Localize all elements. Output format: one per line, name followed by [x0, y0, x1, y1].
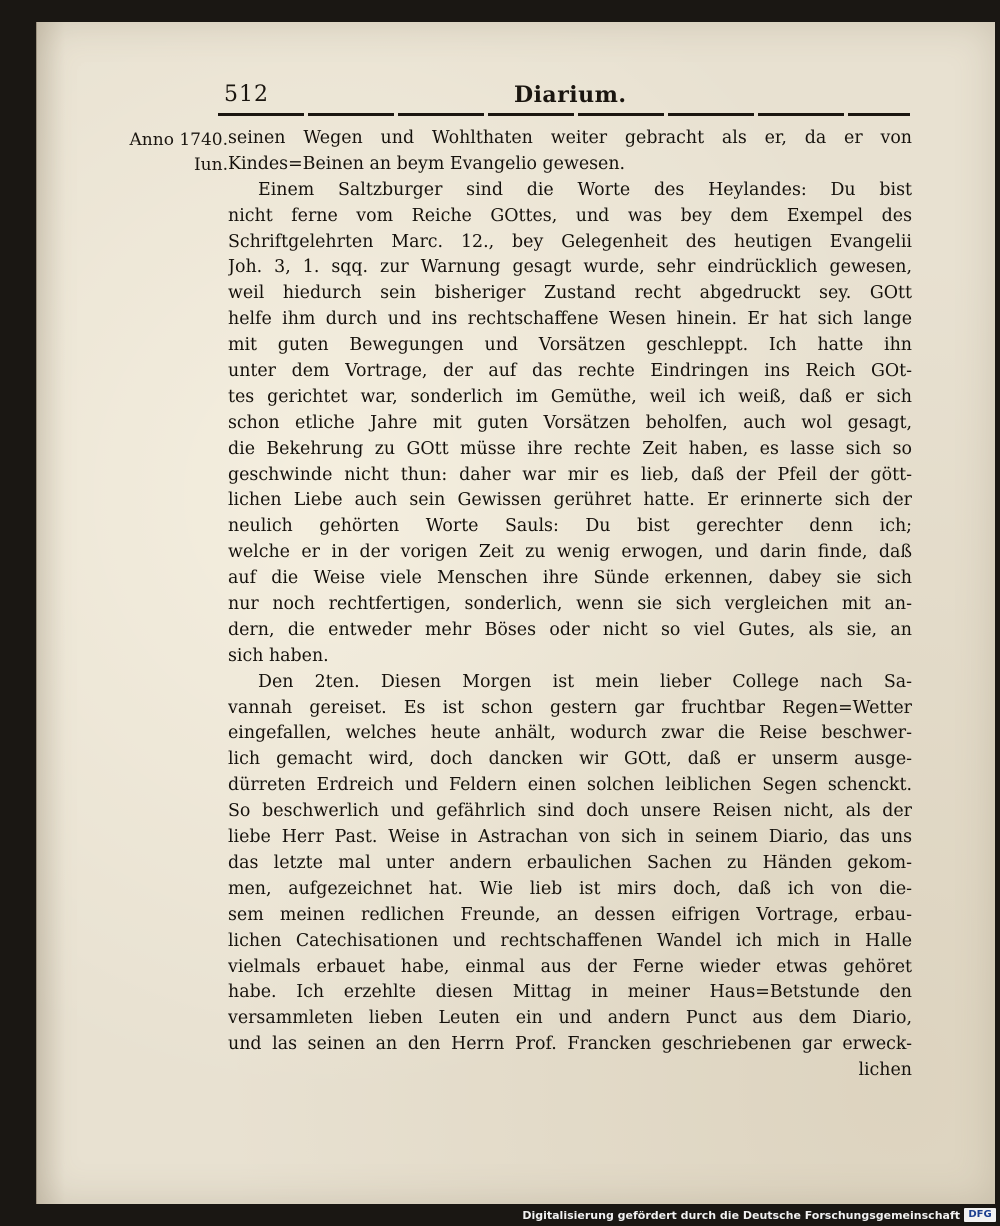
page-header — [224, 82, 910, 112]
text-line: unter dem Vortrage, der auf das rechte Eindringen ins Reich GOt- — [228, 361, 912, 382]
text-line: mit guten Bewegungen und Vorsätzen geschleppt. Ich hatte ihn — [228, 335, 912, 356]
text-line: sem meinen redlichen Freunde, an dessen eifrigen Vortrage, erbau- — [228, 904, 912, 925]
text-line: weil hiedurch sein bisheriger Zustand recht abgedruckt sey. GOtt — [228, 283, 912, 304]
text-line: nur noch rechtfertigen, sonderlich, wenn sie sich vergleichen mit an- — [228, 594, 912, 615]
text-line: welche er in der vorigen Zeit zu wenig erwogen, und darin finde, daß — [228, 542, 912, 563]
text-line: schon etliche Jahre mit guten Vorsätzen beholfen, auch wol gesagt, — [228, 412, 912, 433]
text-line: lichen Liebe auch sein Gewissen gerühret hatte. Er erinnerte sich der — [228, 490, 912, 511]
text-line: neulich gehörten Worte Sauls: Du bist gerechter denn ich; — [228, 516, 912, 537]
text-line: liebe Herr Past. Weise in Astrachan von sich in seinem Diario, das uns — [228, 827, 912, 848]
text-line: dürreten Erdreich und Feldern einen solchen leiblichen Segen schenckt. — [228, 775, 912, 796]
text-line: eingefallen, welches heute anhält, wodurch zwar die Reise beschwer- — [228, 723, 912, 744]
text-line: So beschwerlich und gefährlich sind doch unsere Reisen nicht, als der — [228, 801, 912, 822]
text-line: lichen Catechisationen und rechtschaffenen Wandel ich mich in Halle — [228, 930, 912, 951]
text-line: Den 2ten. Diesen Morgen ist mein lieber College nach Sa- — [258, 671, 912, 692]
text-line: nicht ferne vom Reiche GOttes, und was bey dem Exempel des — [228, 205, 912, 226]
margin-month: Iun. — [193, 155, 228, 175]
catchword: lichen — [858, 1060, 912, 1081]
text-line: versammleten lieben Leuten ein und andern Punct aus dem Diario, — [228, 1008, 912, 1029]
text-line: helfe ihm durch und ins rechtschaffene Wesen hinein. Er hat sich lange — [228, 309, 912, 330]
text-line: men, aufgezeichnet hat. Wie lieb ist mirs doch, daß ich von die- — [228, 878, 912, 899]
text-line: vannah gereiset. Es ist schon gestern gar fruchtbar Regen=Wetter — [228, 697, 912, 718]
text-line: Einem Saltzburger sind die Worte des Heylandes: Du bist — [258, 179, 912, 200]
text-line: Joh. 3, 1. sqq. zur Warnung gesagt wurde, sehr eindrücklich gewesen, — [228, 257, 912, 278]
funding-credit-text: Digitalisierung gefördert durch die Deutsche Forschungsgemeinschaft — [522, 1209, 960, 1222]
text-line: vielmals erbauet habe, einmal aus der Ferne wieder etwas gehöret — [228, 956, 912, 977]
text-line: die Bekehrung zu GOtt müsse ihre rechte Zeit haben, es lasse sich so — [228, 438, 912, 459]
text-line: tes gerichtet war, sonderlich im Gemüthe, weil ich weiß, daß er sich — [228, 386, 912, 407]
text-line: auf die Weise viele Menschen ihre Sünde erkennen, dabey sie sich — [228, 568, 912, 589]
text-line: geschwinde nicht thun: daher war mir es lieb, daß der Pfeil der gött- — [228, 464, 912, 485]
page-number: 512 — [224, 82, 269, 107]
text-line: sich haben. — [228, 645, 329, 666]
text-line: habe. Ich erzehlte diesen Mittag in meiner Haus=Betstunde den — [228, 982, 912, 1003]
text-line: dern, die entweder mehr Böses oder nicht so viel Gutes, als sie, an — [228, 619, 912, 640]
margin-year: Anno 1740. — [129, 130, 228, 150]
text-line: lich gemacht wird, doch dancken wir GOtt, daß er unserm ausge- — [228, 749, 912, 770]
text-line: seinen Wegen und Wohlthaten weiter gebracht als er, da er von — [228, 128, 912, 148]
footer-credit — [522, 1208, 998, 1224]
running-title: Diarium. — [514, 82, 627, 108]
text-line: das letzte mal unter andern erbaulichen Sachen zu Händen gekom- — [228, 852, 912, 873]
body-text — [228, 126, 912, 1084]
text-line: Kindes=Beinen an beym Evangelio gewesen. — [228, 153, 626, 174]
header-rule — [218, 113, 910, 116]
text-line: und las seinen an den Herrn Prof. Francken geschriebenen gar erweck- — [228, 1034, 912, 1055]
text-line: Schriftgelehrten Marc. 12., bey Gelegenheit des heutigen Evangelii — [228, 231, 912, 252]
dfg-logo-icon: DFG — [964, 1208, 996, 1222]
